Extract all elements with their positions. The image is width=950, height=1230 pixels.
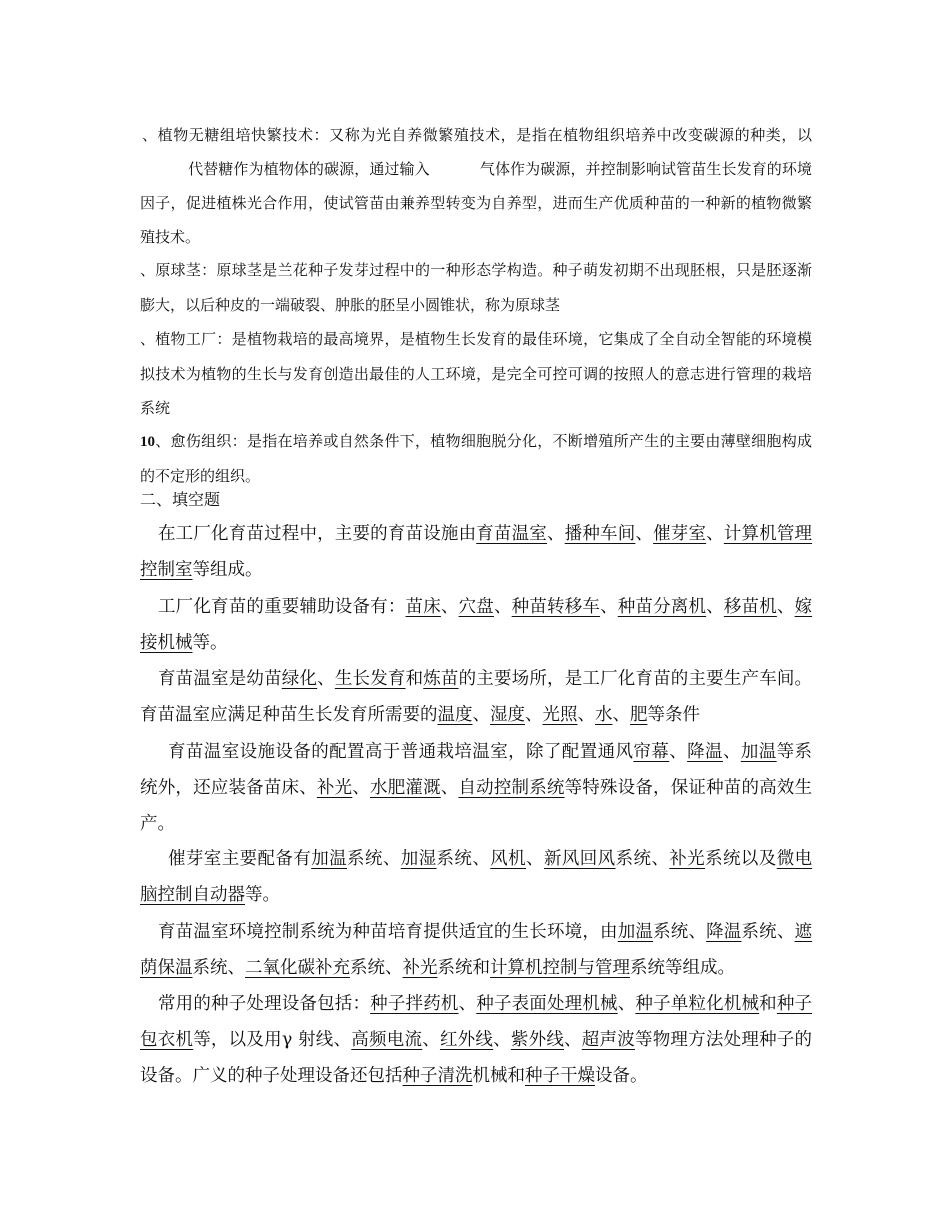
blank-answer: 风机 <box>490 849 527 869</box>
blank-answer: 移苗机 <box>723 597 777 617</box>
question-text: 等特殊设备，保证种苗的高效生产。 <box>140 778 813 834</box>
blank-answer: 加湿 <box>400 849 437 869</box>
blank-answer: 苗床 <box>405 597 441 617</box>
question-text: 育苗温室是幼苗 <box>158 669 282 689</box>
question-text: 等系统外，还应装备苗床、 <box>140 742 813 798</box>
definition-item-1 <box>140 118 812 254</box>
blank-answer: 播种车间 <box>564 524 636 544</box>
blank-answer: 高频电流 <box>351 1030 423 1050</box>
question-text: 、 <box>493 597 512 617</box>
question-text: 、 <box>617 994 636 1014</box>
question-text: 、 <box>352 778 370 798</box>
blank-answer: 育苗温室 <box>476 524 547 544</box>
question-text: 在工厂化育苗过程中，主要的育苗设施由 <box>158 524 477 544</box>
blank-answer: 加温 <box>740 742 777 762</box>
question-text: 系统、 <box>653 922 707 942</box>
blank-answer: 计算机控制与管理 <box>490 958 630 978</box>
definition-text: 代替糖作为植物体的碳源，通过输入 <box>188 160 430 178</box>
question-text: 工厂化育苗的重要辅助设备有： <box>158 597 406 617</box>
fill-item-2 <box>140 589 812 661</box>
blank-answer: 紫外线 <box>510 1030 565 1050</box>
blank-answer: 加温 <box>617 922 654 942</box>
question-text: 系统、 <box>741 922 795 942</box>
question-text: 常用的种子处理设备包括： <box>158 994 371 1014</box>
blank-answer: 种苗分离机 <box>617 597 707 617</box>
blank-answer: 计算机管理控制室 <box>140 524 813 580</box>
question-text: 系统、 <box>347 849 401 869</box>
blank-answer: 炼苗 <box>423 669 459 689</box>
blank-answer: 种子清洗 <box>402 1066 473 1086</box>
question-text: 、 <box>612 705 630 725</box>
question-text: 、 <box>472 705 490 725</box>
question-text: 、 <box>706 524 724 544</box>
blank-answer: 遮荫保温 <box>140 922 813 978</box>
definition-text: 气体作为碳源，并控制影响试管苗生长发育的环境因子，促进植株光合作用，使试管苗由兼养型转变为自养型，进而生产优质种苗的一种新的植物微繁殖技术。 <box>140 160 812 246</box>
blank-answer: 生长发育 <box>334 669 406 689</box>
question-text: 、 <box>635 524 654 544</box>
question-text: 等。 <box>245 885 280 905</box>
blank-answer: 温度 <box>437 705 473 725</box>
blank-answer: 帘幕 <box>633 742 670 762</box>
definition-item-4 <box>140 424 812 493</box>
blank-answer: 湿度 <box>490 705 525 725</box>
blank-answer: 穴盘 <box>458 597 494 617</box>
question-text: 、 <box>546 524 565 544</box>
definition-text: 、原球茎：原球茎是兰花种子发芽过程中的一种形态学构造。种子萌发初期不出现胚根，只是胚逐渐膨大，以后种皮的一端破裂、肿胀的胚呈小圆锥状，称为原球茎 <box>140 261 812 314</box>
question-text: 的主要场所，是工厂化育苗的主要生产车间。育苗温室应满足种苗生长发育所需要的 <box>140 669 813 725</box>
blank-answer: 种子包衣机 <box>140 994 813 1050</box>
blank-answer: 补光 <box>402 958 438 978</box>
fill-item-5 <box>140 841 812 913</box>
fill-item-7 <box>140 986 812 1094</box>
question-text: 、 <box>525 705 543 725</box>
question-text: 、 <box>722 742 741 762</box>
blank-answer: 红外线 <box>439 1030 494 1050</box>
blank-answer: 降温 <box>687 742 723 762</box>
blank-answer: 超声波 <box>581 1030 635 1050</box>
section-heading: 二、填空题 <box>140 490 221 509</box>
question-text: 、 <box>493 1030 511 1050</box>
question-text: 催芽室主要配备有 <box>168 849 312 869</box>
question-text: 、 <box>706 597 724 617</box>
question-text: 、 <box>564 1030 582 1050</box>
blank-answer: 补光 <box>316 778 353 798</box>
question-text: 、 <box>600 597 618 617</box>
question-text: 、 <box>577 705 595 725</box>
blank-answer: 种子单粒化机械 <box>635 994 760 1014</box>
blank-answer: 补光 <box>669 849 706 869</box>
fill-item-6 <box>140 914 812 986</box>
question-text: 、 <box>422 1030 440 1050</box>
question-text: 育苗温室设施设备的配置高于普通栽培温室，除了配置通风 <box>168 742 634 762</box>
blank-answer: 种子拌药机 <box>370 994 459 1014</box>
question-text: 、 <box>458 994 477 1014</box>
blank-answer: 光照 <box>542 705 578 725</box>
question-text: 等，以及用γ 射线、 <box>193 1030 352 1050</box>
question-text: 系统以及 <box>705 849 777 869</box>
fill-item-4 <box>140 734 812 842</box>
question-text: 等。 <box>192 633 228 653</box>
blank-answer: 水 <box>595 705 613 725</box>
question-text: 系统、 <box>192 958 245 978</box>
blank-answer: 肥 <box>630 705 648 725</box>
blank-answer: 加温 <box>311 849 348 869</box>
question-text: 、 <box>526 849 544 869</box>
question-text: 系统、 <box>436 849 491 869</box>
blank-answer: 二氧化碳补充 <box>245 958 350 978</box>
question-text: 、 <box>669 742 688 762</box>
question-text: 机械和 <box>472 1066 525 1086</box>
question-text: 、 <box>440 778 459 798</box>
definition-text: 、愈伤组织：是指在培养或自然条件下，植物细胞脱分化，不断增殖所产生的主要由薄壁细胞构成的不定形的组织。 <box>140 432 812 485</box>
question-text: 和 <box>759 994 777 1014</box>
question-text: 等组成。 <box>192 560 263 580</box>
blank-answer: 自动控制系统 <box>458 778 565 798</box>
question-text: 、 <box>776 597 795 617</box>
question-text: 设备。 <box>595 1066 648 1086</box>
definition-item-3 <box>140 322 812 425</box>
question-text: 系统、 <box>350 958 403 978</box>
question-text: 、 <box>440 597 459 617</box>
definition-item-2 <box>140 253 812 322</box>
blank-answer: 降温 <box>706 922 742 942</box>
blank-answer: 新风回风 <box>543 849 616 869</box>
blank-answer: 绿化 <box>281 669 318 689</box>
question-text: 等条件 <box>647 705 700 725</box>
definition-text: 、植物工厂：是植物栽培的最高境界，是植物生长发育的最佳环境，它集成了全自动全智能的环境模拟技术为植物的生长与发育创造出最佳的人工环境，是完全可控可调的按照人的意志进行管理的栽培系统 <box>140 330 812 417</box>
question-text: 育苗温室环境控制系统为种苗培育提供适宜的生长环境，由 <box>158 922 618 942</box>
definition-number: 10 <box>140 434 155 450</box>
question-text: 系统、 <box>615 849 670 869</box>
blank-answer: 催芽室 <box>653 524 707 544</box>
question-text: 系统和 <box>437 958 490 978</box>
fill-item-1 <box>140 516 812 588</box>
blank-answer: 种子干燥 <box>525 1066 595 1086</box>
blank-answer: 水肥灌溉 <box>370 778 441 798</box>
question-text: 、 <box>317 669 335 689</box>
definition-text: 、植物无糖组培快繁技术：又称为光自养微繁殖技术，是指在植物组织培养中改变碳源的种类，以 <box>142 126 812 144</box>
question-text: 和 <box>405 669 424 689</box>
blank-answer: 微电脑控制自动器 <box>140 849 813 905</box>
fill-item-3 <box>140 661 812 733</box>
question-text: 系统等组成。 <box>630 958 735 978</box>
blank-answer: 种苗转移车 <box>511 597 601 617</box>
blank-answer: 嫁接机械 <box>140 597 813 653</box>
blank-answer: 种子表面处理机械 <box>476 994 618 1014</box>
question-text: 等物理方法处理种子的设备。广义的种子处理设备还包括 <box>140 1030 813 1086</box>
